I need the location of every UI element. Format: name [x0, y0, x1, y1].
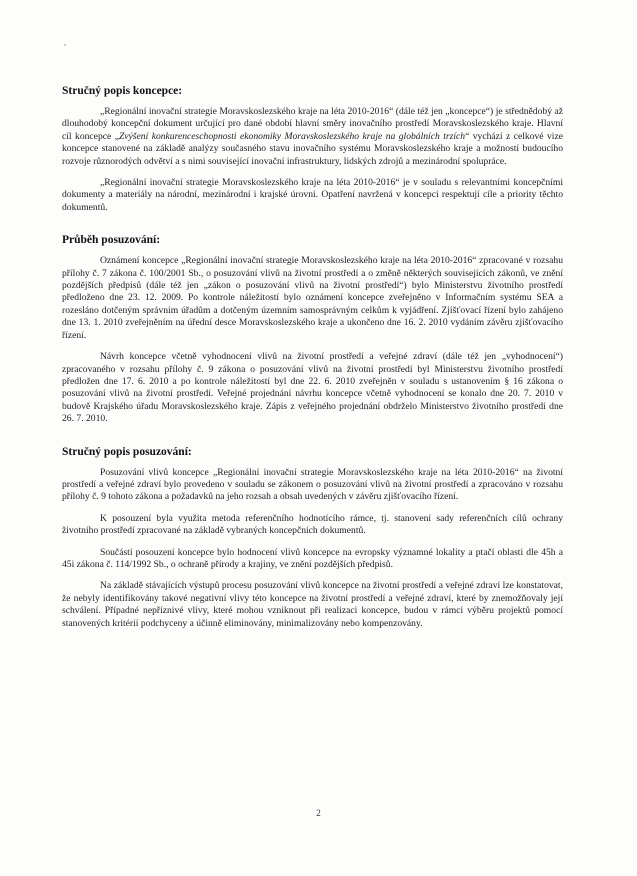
paragraph	[62, 580, 563, 630]
section-heading-prubeh-posuzovani: Průběh posuzování:	[62, 234, 161, 247]
paragraph-italic-text: Zvýšení konkurenceschopnosti ekonomiky Moravskoslezského kraje na globálních trzích	[118, 130, 466, 142]
paragraph-text: „Regionální inovační strategie Moravskoslezského kraje na léta 2010-2016“ je v souladu s relevantními koncepčními dokumenty a materiály na národní, mezinárodní i krajské úrovni. Opatření navržená v koncepci respektují cíle a priority těchto dokumentů.	[62, 177, 563, 213]
section-heading-strucny-popis-koncepce: Stručný popis koncepce:	[62, 85, 183, 97]
paragraph	[62, 547, 563, 572]
scan-speck	[64, 44, 66, 46]
page-number: 2	[316, 808, 321, 818]
paragraph-text: Oznámení koncepce „Regionální inovační strategie Moravskoslezského kraje na léta 2010-2016“ zpracované v rozsahu přílohy č. 7 zákona č. 100/2001 Sb., o posuzování vlivů na životní prostředí a o změně některých souvisejících zákonů, ve znění pozdějších předpisů (dále též jen „zákon o posuzování vlivů na životní prostředí“) bylo Ministerstvu životního prostředí předloženo dne 23. 12. 2009. Po kontrole náležitostí bylo oznámení koncepce zveřejněno v Informačním systému SEA a rozesláno dotčeným správním úřadům a dotčeným územním samosprávným celkům k vyjádření. Zjišťovací řízení bylo zahájeno dne 13. 1. 2010 zveřejněním na úřední desce Moravskoslezského kraje a ukončeno dne 16. 2. 2010 vydáním závěru zjišťovacího řízení.	[62, 255, 563, 341]
paragraph-text: Posuzování vlivů koncepce „Regionální inovační strategie Moravskoslezského kraje na léta 2010-2016“ na životní prostředí a veřejné zdraví bylo provedeno v souladu se zákonem o posuzování vlivů na životní prostředí a zpracováno v rozsahu přílohy č. 9 tohoto zákona a požadavků na jeho rozsah a obsah uvedených v závěru zjišťovacího řízení.	[62, 466, 563, 503]
section-heading-strucny-popis-posuzovani: Stručný popis posuzování:	[62, 445, 192, 458]
paragraph	[62, 513, 563, 538]
paragraph	[62, 351, 563, 425]
paragraph	[62, 467, 563, 504]
paragraph	[62, 255, 563, 342]
paragraph-text: Součástí posouzení koncepce bylo hodnocení vlivů koncepce na evropsky významné lokality a ptačí oblasti dle 45h a 45i zákona č. 114/1992 Sb., o ochraně přírody a krajiny, ve znění pozdějších předpisů.	[62, 546, 563, 570]
document-body	[62, 84, 563, 639]
paragraph-text: „Regionální inovační strategie Moravskoslezského kraje na léta 2010-2016“ (dále též jen „koncepce“) je střednědobý až dlouhodobý koncepční dokument určující pro dané období hlavní směry inovačního prostředí Moravskoslezského kraje. Hlavní cíl koncepce „	[62, 106, 563, 142]
paragraph-text: K posouzení byla využita metoda referenčního hodnotícího rámce, tj. stanovení sady referenčních cílů ochrany životního prostředí zpracované na základě vybraných koncepčních dokumentů.	[62, 512, 563, 537]
paragraph	[62, 177, 563, 214]
paragraph-text: Na základě stávajících výstupů procesu posuzování vlivů koncepce na životní prostředí a veřejné zdraví lze konstatovat, že nebyly identifikovány takové negativní vlivy této koncepce na životní prostředí a veřejné zdraví, které by znemožňovaly její schválení. Případné nepříznivé vlivy, které mohou vzniknout při realizaci koncepce, budou v rámci výběru projektů pomocí stanovených kritérií podchyceny a účinně eliminovány, minimalizovány nebo kompenzovány.	[62, 580, 563, 629]
paragraph-text: Návrh koncepce včetně vyhodnocení vlivů na životní prostředí a veřejné zdraví (dále též jen „vyhodnocení“) zpracovaného v rozsahu přílohy č. 9 zákona o posuzování vlivů na životní prostředí byl Ministerstvu životního prostředí předložen dne 17. 6. 2010 a po kontrole náležitostí byl dne 22. 6. 2010 zveřejněn v souladu s ustanovením § 16 zákona o posuzování vlivů na životní prostředí. Veřejné projednání návrhu koncepce včetně vyhodnocení se konalo dne 20. 7. 2010 v budově Krajského úřadu Moravskoslezského kraje. Zápis z veřejného projednání obdrželo Ministerstvo životního prostředí dne 26. 7. 2010.	[62, 351, 563, 425]
paragraph-text: “ vychází z celkové vize koncepce stanovené na základě analýzy současného stavu inovačního systému Moravskoslezského kraje a možností budoucího rozvoje různorodých odvětví a s nimi související inovační infrastruktury, lidských zdrojů a mezinárodní spolupráce.	[62, 130, 563, 167]
paragraph	[62, 106, 563, 168]
